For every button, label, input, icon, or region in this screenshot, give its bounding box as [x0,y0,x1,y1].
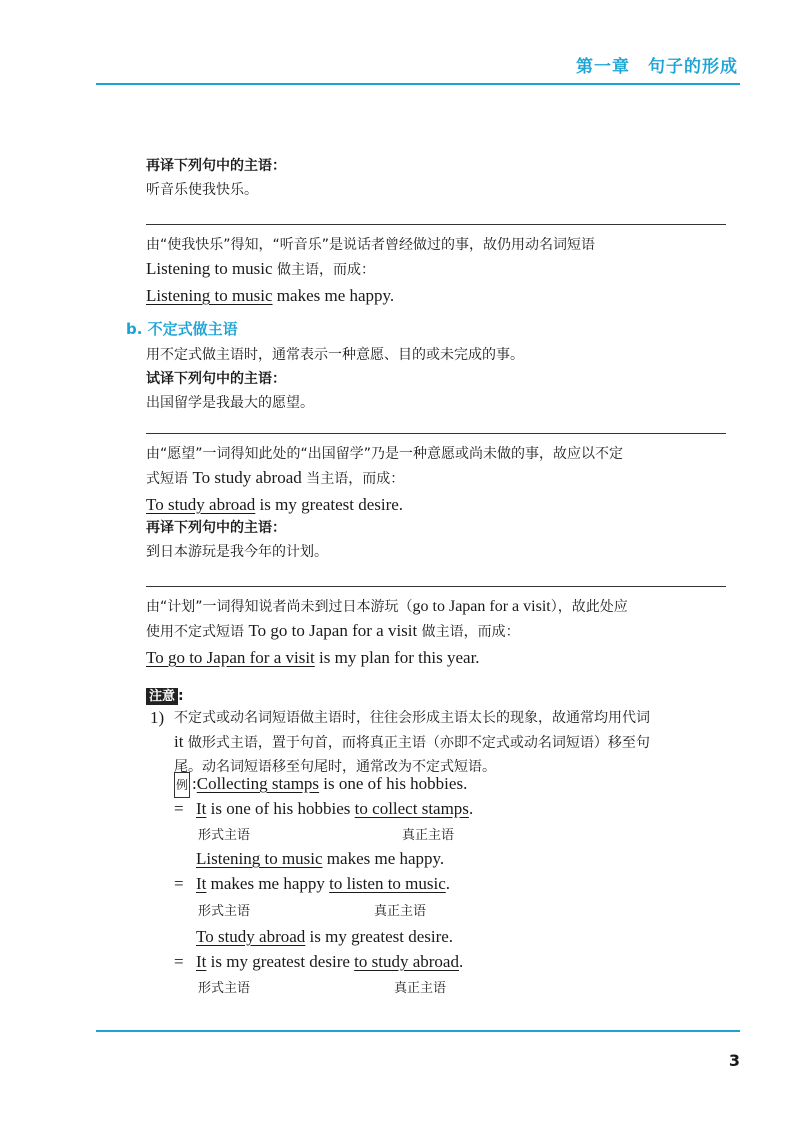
explanation-line2 [146,466,736,491]
footer-rule [96,1030,740,1032]
page-header [0,0,800,90]
real-subject: to study abroad [354,952,459,971]
equals-sign: = [174,874,184,893]
real-subject-label: 真正主语 [402,828,455,843]
section-intro: 用不定式做主语时，通常表示一种意愿、目的或未完成的事。 [146,347,524,363]
explanation-phrase: Listening to music [146,259,273,278]
note-item-number: 1) [150,708,165,727]
formal-subject: It [196,799,207,818]
explanation-head: 使用不定式短语 [146,624,249,640]
explanation-line2 [146,619,736,644]
example-1-rewrite [174,797,473,821]
explanation-tail: 当主语，而成： [301,471,405,487]
answer-sentence [146,493,736,517]
example-1-original: 例 :Collecting stamps is one of his hobbies. [174,772,467,798]
explanation [146,595,736,619]
answer-rest: makes me happy. [272,286,395,305]
note-colon: : [178,688,184,704]
rewrite-end: . [445,874,451,893]
example-rest: is my greatest desire. [305,927,454,946]
answer-subject: To go to Japan for a visit [146,648,315,667]
explanation-line2 [146,257,736,282]
example-rest: makes me happy. [322,849,445,868]
explanation-head: 由“计划”一词得知说者尚未到过日本游玩（ [146,599,413,615]
formal-subject-label: 形式主语 [198,904,251,919]
note-text-line3: 尾。动名词短语移至句尾时，通常改为不定式短语。 [174,759,496,775]
chinese-sentence: 出国留学是我最大的愿望。 [146,395,314,411]
example-2-rewrite [174,872,450,896]
example-subject: Listening to music [196,849,323,868]
explanation-phrase: To study abroad [192,468,302,487]
real-subject-label: 真正主语 [374,904,427,919]
explanation-tail: 做主语，而成： [417,624,520,640]
chinese-sentence: 到日本游玩是我今年的计划。 [146,544,328,560]
real-subject: to listen to music [329,874,446,893]
rewrite-end: . [458,952,464,971]
equals-sign: = [174,952,184,971]
example-3-rewrite [174,950,463,974]
answer-blank-line [146,224,726,225]
formal-subject: It [196,874,207,893]
note-pronoun: it [174,732,184,751]
answer-rest: is my greatest desire. [255,495,404,514]
rewrite-middle: is my greatest desire [206,952,355,971]
explanation: 由“使我快乐”得知，“听音乐”是说话者曾经做过的事，故仍用动名词短语 [146,237,596,253]
example-subject: Collecting stamps [196,774,320,793]
block-infinitive-example [146,343,736,517]
explanation-tail: 做主语，而成： [272,262,375,278]
example-2-original [196,847,444,871]
explanation-phrase: To go to Japan for a visit [248,621,418,640]
chapter-title: 第一章 句子的形成 [576,57,738,77]
prompt: 再译下列句中的主语： [146,520,286,536]
rewrite-end: . [468,799,474,818]
explanation: 由“愿望”一词得知此处的“出国留学”乃是一种意愿或尚未做的事，故应以不定 [146,446,624,462]
formal-subject: It [196,952,207,971]
page-number: 3 [728,1051,740,1070]
note-text-line2-rest: 做形式主语，置于句首，而将真正主语（亦即不定式或动名词短语）移至句 [183,735,650,751]
header-rule [96,83,740,85]
answer-rest: is my plan for this year. [314,648,480,667]
answer-sentence [146,284,736,308]
note-text-line1: 不定式或动名词短语做主语时，往往会形成主语太长的现象，故通常均用代词 [174,710,650,726]
prompt: 试译下列句中的主语： [146,371,286,387]
chinese-sentence: 听音乐使我快乐。 [146,182,258,198]
example-rest: is one of his hobbies. [319,774,468,793]
explanation-head: 式短语 [146,471,193,487]
section-title: b. 不定式做主语 [126,320,238,338]
answer-subject: Listening to music [146,286,273,305]
explanation-tail: ），故此处应 [550,599,628,615]
answer-blank-line [146,433,726,434]
rewrite-middle: makes me happy [206,874,330,893]
prompt: 再译下列句中的主语： [146,158,286,174]
answer-subject: To study abroad [146,495,256,514]
explanation-phrase: go to Japan for a visit [412,598,551,615]
example-subject: To study abroad [196,927,306,946]
answer-blank-line [146,586,726,587]
answer-sentence [146,646,736,670]
rewrite-middle: is one of his hobbies [206,799,355,818]
real-subject: to collect stamps [354,799,469,818]
note-label: 注意 [146,688,178,705]
block-gerund-example [146,154,736,308]
block-infinitive-example-2 [146,516,736,670]
formal-subject-label: 形式主语 [198,828,251,843]
formal-subject-label: 形式主语 [198,981,251,996]
example-label: 例 [174,772,190,798]
example-3-original [196,925,453,949]
real-subject-label: 真正主语 [394,981,447,996]
note-text-line2 [174,730,740,755]
equals-sign: = [174,799,184,818]
note-heading [146,684,184,708]
